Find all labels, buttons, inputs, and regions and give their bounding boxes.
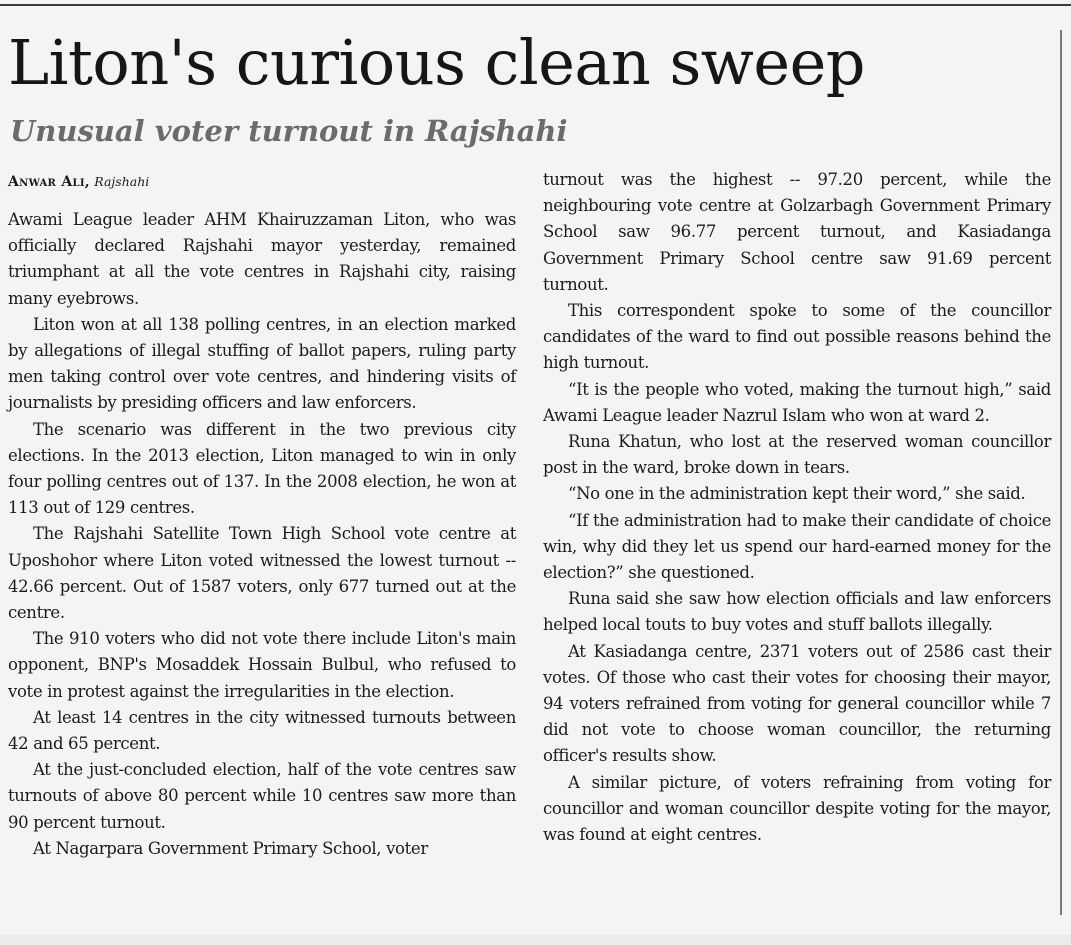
paragraph: Liton won at all 138 polling centres, in an election marked by allegations of illegal stuffing of ballot papers, ruling party men taking control over vote centres, and hindering visits of journalists by presiding officers and law enforcers. (8, 314, 516, 413)
paragraph: turnout was the highest -- 97.20 percent, while the neighbouring vote centre at Golzarbagh Government Primary School saw 96.77 percent turnout, and Kasiadanga Government Primary School centre saw 91.69 percent turnout. (543, 170, 1051, 294)
top-rule (0, 4, 1071, 6)
paragraph: The scenario was different in the two previous city elections. In the 2013 election, Liton managed to win in only four polling centres out of 137. In the 2008 election, he won at 113 out of 129 centres. (8, 419, 516, 518)
byline-author: Anwar Ali, (8, 174, 90, 190)
paragraph: “No one in the administration kept their word,” she said. (568, 484, 1026, 504)
paragraph: This correspondent spoke to some of the councillor candidates of the ward to find out possible reasons behind the high turnout. (543, 301, 1051, 373)
paragraph: The Rajshahi Satellite Town High School vote centre at Uposhohor where Liton voted witnessed the lowest turnout -- 42.66 percent. Out of 1587 voters, only 677 turned out at the centre. (8, 524, 516, 623)
headline: Liton's curious clean sweep (8, 26, 865, 99)
byline-location: Rajshahi (94, 174, 150, 189)
paragraph: “If the administration had to make their candidate of choice win, why did they let us spend our hard-earned money for the election?” she questioned. (543, 510, 1051, 583)
paragraph: Runa said she saw how election officials and law enforcers helped local touts to buy votes and stuff ballots illegally. (543, 589, 1051, 635)
paragraph: A similar picture, of voters refraining from voting for councillor and woman councillor despite voting for the mayor, was found at eight centres. (543, 772, 1051, 845)
paragraph: Runa Khatun, who lost at the reserved woman councillor post in the ward, broke down in tears. (543, 432, 1051, 478)
paragraph: At least 14 centres in the city witnessed turnouts between 42 and 65 percent. (8, 707, 516, 754)
paragraph: At Kasiadanga centre, 2371 voters out of 2586 cast their votes. Of those who cast their votes for choosing their mayor, 94 voters refrained from voting for general councillor while 7 did not vote to choose woman councillor, the returning officer's results show. (543, 641, 1051, 766)
byline (8, 172, 149, 192)
subheadline: Unusual voter turnout in Rajshahi (10, 114, 568, 148)
paragraph: At the just-concluded election, half of the vote centres saw turnouts of above 80 percent while 10 centres saw more than 90 percent turnout. (8, 760, 516, 832)
article-column-1 (8, 207, 516, 862)
column-rule (1060, 30, 1062, 915)
paragraph: At Nagarpara Government Primary School, voter (33, 838, 428, 858)
page-edge (0, 935, 1071, 945)
paragraph: Awami League leader AHM Khairuzzaman Liton, who was officially declared Rajshahi mayor yesterday, remained triumphant at all the vote centres in Rajshahi city, raising many eyebrows. (8, 210, 516, 308)
article-column-2 (543, 167, 1051, 848)
paragraph: The 910 voters who did not vote there include Liton's main opponent, BNP's Mosaddek Hossain Bulbul, who refused to vote in protest against the irregularities in the election. (8, 629, 516, 701)
paragraph: “It is the people who voted, making the turnout high,” said Awami League leader Nazrul Islam who won at ward 2. (543, 379, 1051, 425)
